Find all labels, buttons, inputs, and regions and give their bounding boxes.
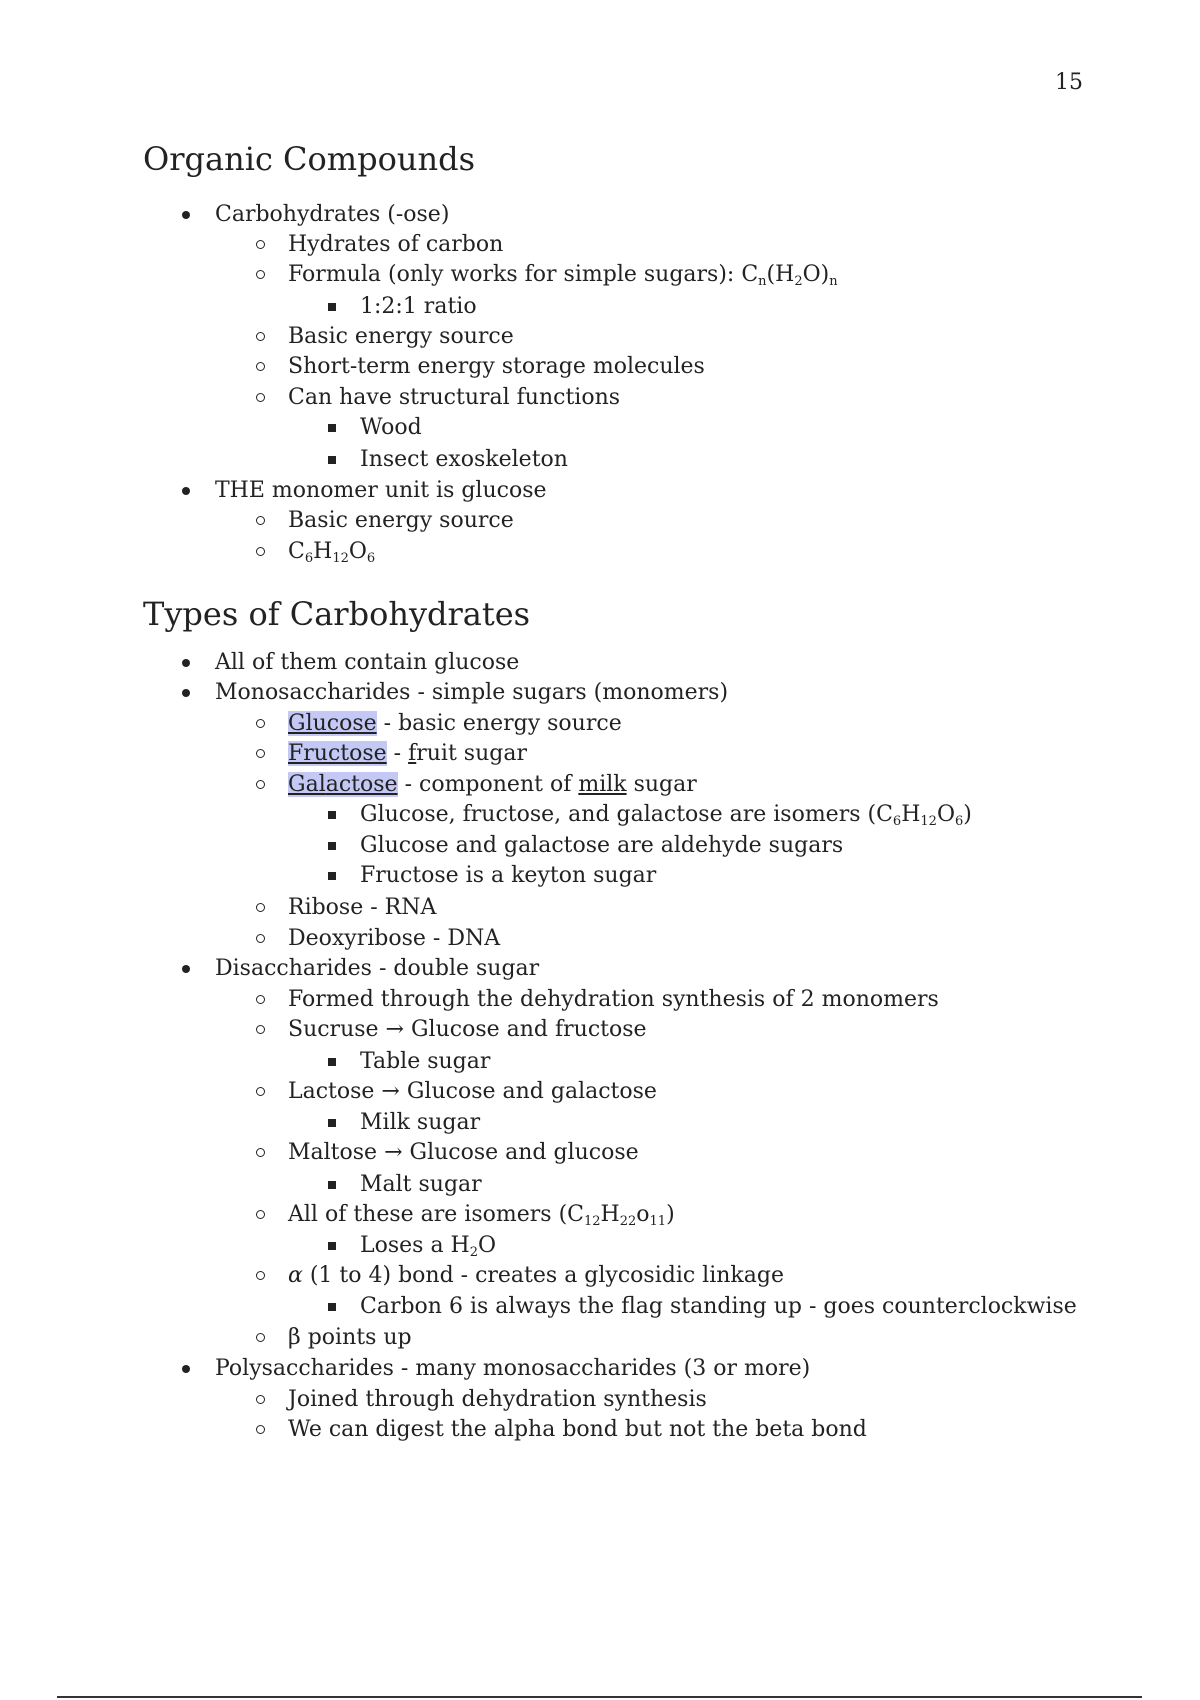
list-item: Maltose → Glucose and glucose [288,1138,639,1168]
bullet-square-icon [328,456,336,464]
list-item: Basic energy source [288,322,514,352]
bullet-circle-icon [256,903,265,912]
bullet-circle-icon [256,780,265,789]
bullet-square-icon [328,811,336,819]
list-item: Basic energy source [288,506,514,536]
page-number: 15 [1055,70,1083,95]
bullet-square-icon [328,1303,336,1311]
list-item: Carbon 6 is always the flag standing up - goes counterclockwise [360,1292,1077,1322]
highlighted-term-fructose: Fructose [288,741,387,766]
bullet-disc-icon [182,659,190,667]
list-item: Galactose - component of milk sugar [288,770,697,800]
list-item: Insect exoskeleton [360,445,568,475]
list-item: Fructose - fruit sugar [288,739,527,769]
list-item: Monosaccharides - simple sugars (monomers) [215,678,728,708]
list-item: Carbohydrates (-ose) [215,200,449,230]
bullet-circle-icon [256,547,265,556]
list-item: Fructose is a keyton sugar [360,861,656,891]
list-item: Loses a $H_2O$ [360,1231,496,1261]
list-item: Disaccharides - double sugar [215,954,539,984]
bullet-circle-icon [256,332,265,341]
bullet-square-icon [328,872,336,880]
bullet-square-icon [328,424,336,432]
list-item: Can have structural functions [288,383,620,413]
bullet-square-icon [328,842,336,850]
bullet-square-icon [328,1119,336,1127]
bullet-circle-icon [256,362,265,371]
bullet-circle-icon [256,1333,265,1342]
list-item: Hydrates of carbon [288,230,503,260]
highlighted-term-galactose: Galactose [288,772,398,797]
bullet-disc-icon [182,211,190,219]
list-item: Formed through the dehydration synthesis of 2 monomers [288,985,939,1015]
bullet-circle-icon [256,934,265,943]
list-item: Glucose, fructose, and galactose are isomers $(C_6H_{12}O_6)$ [360,800,972,830]
bullet-square-icon [328,1242,336,1250]
bullet-square-icon [328,1058,336,1066]
bullet-circle-icon [256,240,265,249]
list-item: All of these are isomers $(C_{12}H_{22}o_{11})$ [288,1200,675,1230]
bullet-circle-icon [256,270,265,279]
list-item: Deoxyribose - DNA [288,924,500,954]
highlighted-term-glucose: Glucose [288,711,377,736]
bullet-disc-icon [182,965,190,973]
bullet-circle-icon [256,1395,265,1404]
list-item: Joined through dehydration synthesis [288,1385,707,1415]
list-item: 1:2:1 ratio [360,292,477,322]
bullet-circle-icon [256,1271,265,1280]
bullet-circle-icon [256,1087,265,1096]
list-item: Ribose - RNA [288,893,436,923]
list-item: THE monomer unit is glucose [215,476,547,506]
list-item: β points up [288,1323,412,1353]
bullet-disc-icon [182,487,190,495]
list-item: Glucose - basic energy source [288,709,622,739]
list-item: Glucose and galactose are aldehyde sugars [360,831,843,861]
bullet-circle-icon [256,1025,265,1034]
bullet-circle-icon [256,719,265,728]
list-item: α (1 to 4) bond - creates a glycosidic linkage [288,1261,784,1291]
list-item: Formula (only works for simple sugars): $C_n(H_2O)_n$ [288,260,838,290]
list-item: Sucruse → Glucose and fructose [288,1015,647,1045]
list-item: Short-term energy storage molecules [288,352,705,382]
bullet-circle-icon [256,749,265,758]
section-title-organic-compounds: Organic Compounds [143,140,475,178]
section-title-types-of-carbohydrates: Types of Carbohydrates [143,595,531,633]
bottom-divider [57,1696,1142,1698]
bullet-circle-icon [256,393,265,402]
bullet-circle-icon [256,516,265,525]
list-item: Table sugar [360,1047,490,1077]
bullet-disc-icon [182,1365,190,1373]
bullet-square-icon [328,1181,336,1189]
bullet-circle-icon [256,995,265,1004]
list-item: All of them contain glucose [215,648,519,678]
bullet-circle-icon [256,1210,265,1219]
bullet-circle-icon [256,1425,265,1434]
list-item: Polysaccharides - many monosaccharides (3 or more) [215,1354,810,1384]
list-item: $C_6H_{12}O_6$ [288,537,375,567]
list-item: We can digest the alpha bond but not the beta bond [288,1415,867,1445]
list-item: Malt sugar [360,1170,482,1200]
list-item: Wood [360,413,422,443]
list-item: Milk sugar [360,1108,480,1138]
bullet-square-icon [328,303,336,311]
list-item: Lactose → Glucose and galactose [288,1077,657,1107]
bullet-circle-icon [256,1148,265,1157]
bullet-disc-icon [182,689,190,697]
